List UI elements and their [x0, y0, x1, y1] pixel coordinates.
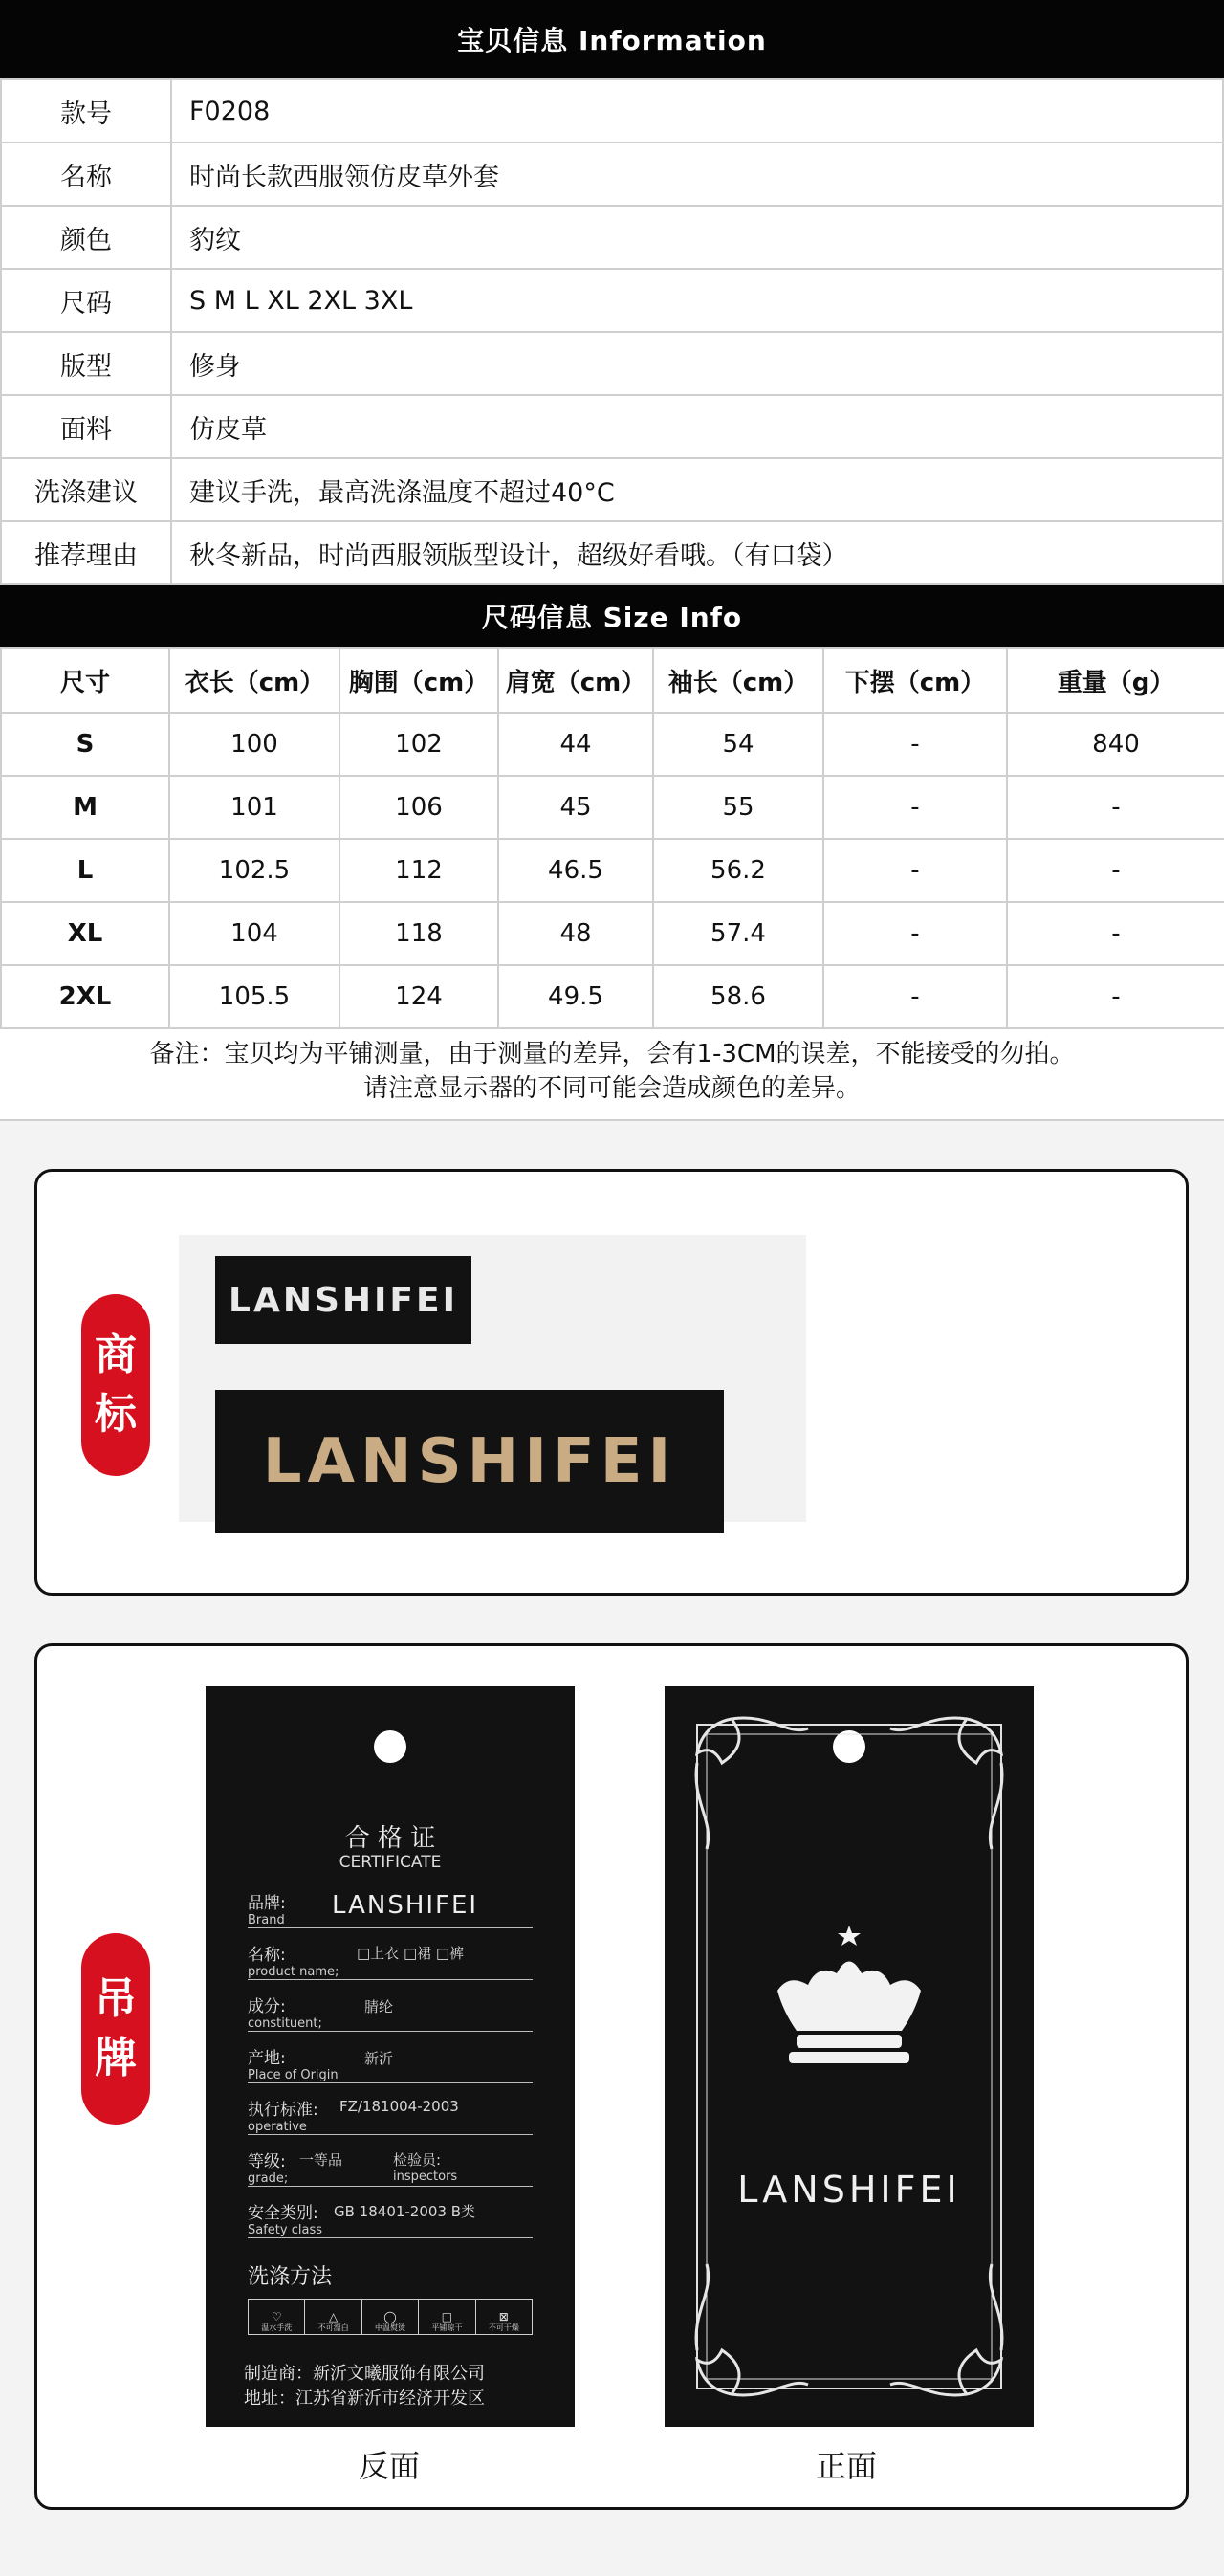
caption-back: 反面: [359, 2448, 421, 2484]
pill-char: 吊: [95, 1974, 137, 2023]
info-value: S M L XL 2XL 3XL: [171, 269, 1223, 332]
info-value: F0208: [171, 79, 1223, 143]
note-line: 请注意显示器的不同可能会造成颜色的差异。: [362, 1074, 861, 1103]
table-row: [1, 143, 1223, 206]
brand-label-panel: [34, 1169, 1189, 1596]
info-value: 秋冬新品，时尚西服领版型设计，超级好看哦。（有口袋）: [171, 521, 1223, 584]
sleeve-cell: 55: [653, 776, 823, 839]
hand-wash-icon: ♡ 温水手洗: [249, 2300, 305, 2334]
sleeve-cell: 58.6: [653, 965, 823, 1028]
info-key: 颜色: [1, 206, 171, 269]
hangtag-pill: [81, 1933, 150, 2125]
divider: [248, 2186, 533, 2187]
info-key: 尺码: [1, 269, 171, 332]
field-label-en: constituent;: [248, 2016, 322, 2031]
field-label-en: product name;: [248, 1965, 339, 1979]
wash-icons: [248, 2299, 533, 2335]
iron-icon: ◯ 中温熨烫: [362, 2300, 419, 2334]
hem-cell: -: [823, 713, 1007, 776]
field-label-en: Place of Origin: [248, 2068, 339, 2082]
divider: [248, 2237, 533, 2238]
flat-dry-icon: □ 平铺晾干: [419, 2300, 475, 2334]
grade-value: 一等品: [299, 2151, 343, 2169]
size-cell: M: [1, 776, 169, 839]
info-key: 版型: [1, 332, 171, 395]
shoulder-cell: 46.5: [498, 839, 653, 902]
wash-icon-label: 温水手洗: [261, 2323, 293, 2332]
sleeve-cell: 56.2: [653, 839, 823, 902]
chest-cell: 118: [339, 902, 498, 965]
origin-field: [248, 2044, 339, 2082]
table-row: [1, 206, 1223, 269]
length-cell: 105.5: [169, 965, 339, 1028]
info-key: 推荐理由: [1, 521, 171, 584]
size-cell: L: [1, 839, 169, 902]
info-key: 款号: [1, 79, 171, 143]
hem-cell: -: [823, 776, 1007, 839]
pill-char: 标: [95, 1390, 137, 1439]
small-woven-label: [215, 1256, 471, 1344]
pill-char: 牌: [95, 2034, 137, 2082]
note-line: 备注：宝贝均为平铺测量，由于测量的差异，会有1-3CM的误差，不能接受的勿拍。: [149, 1040, 1075, 1068]
sleeve-cell: 54: [653, 713, 823, 776]
std-value: FZ/181004-2003: [339, 2098, 459, 2115]
table-row: [1, 902, 1224, 965]
comp-value: 腈纶: [364, 1998, 394, 2015]
field-label-en: grade;: [248, 2171, 289, 2186]
info-value: 仿皮草: [171, 395, 1223, 458]
crown-icon: [777, 1926, 921, 2031]
brand-value: LANSHIFEI: [332, 1891, 479, 1920]
info-value: 豹纹: [171, 206, 1223, 269]
divider: [248, 2082, 533, 2083]
name-value: □上衣 □裙 □裤: [357, 1945, 465, 1962]
comp-field: [248, 1993, 322, 2031]
hangtag-front: [665, 1686, 1034, 2427]
field-label-en: Brand: [248, 1913, 285, 1927]
std-field: [248, 2096, 318, 2134]
column-header: 下摆（cm）: [823, 648, 1007, 713]
table-row: [1, 332, 1223, 395]
field-label: 检验员:: [393, 2151, 442, 2169]
field-label: 品牌:: [248, 1894, 286, 1913]
field-label-en: inspectors: [393, 2169, 458, 2184]
large-woven-label: [215, 1390, 724, 1533]
field-label-en: Safety class: [248, 2223, 322, 2237]
weight-cell: -: [1007, 965, 1224, 1028]
info-value: 时尚长款西服领仿皮草外套: [171, 143, 1223, 206]
info-key: 面料: [1, 395, 171, 458]
safety-value: GB 18401-2003 B类: [334, 2203, 476, 2220]
field-label-en: operative: [248, 2120, 307, 2134]
divider: [248, 2031, 533, 2032]
info-key: 名称: [1, 143, 171, 206]
divider: [248, 1927, 533, 1928]
address-line: 地址：江苏省新沂市经济开发区: [244, 2389, 485, 2409]
table-row: [1, 79, 1223, 143]
column-header: 袖长（cm）: [653, 648, 823, 713]
wash-icon-label: 不可干燥: [488, 2323, 519, 2332]
large-label-brand: LANSHIFEI: [262, 1426, 677, 1497]
safety-field: [248, 2199, 322, 2237]
inspector-field: [393, 2149, 457, 2184]
wash-title: 洗涤方法: [248, 2265, 333, 2289]
column-header: 衣长（cm）: [169, 648, 339, 713]
info-value: 建议手洗，最高洗涤温度不超过40°C: [171, 458, 1223, 521]
name-field: [248, 1941, 339, 1979]
column-header: 肩宽（cm）: [498, 648, 653, 713]
chest-cell: 124: [339, 965, 498, 1028]
maker-line: 制造商：新沂文曦服饰有限公司: [244, 2364, 485, 2384]
divider: [248, 1979, 533, 1980]
wash-icon-label: 不可漂白: [317, 2323, 349, 2332]
field-label: 安全类别:: [248, 2204, 318, 2223]
origin-value: 新沂: [364, 2050, 394, 2067]
chest-cell: 112: [339, 839, 498, 902]
caption-front: 正面: [816, 2448, 878, 2484]
column-header: 尺寸: [1, 648, 169, 713]
hem-cell: -: [823, 839, 1007, 902]
table-row: [1, 776, 1224, 839]
table-row: [1, 521, 1223, 584]
hem-cell: -: [823, 965, 1007, 1028]
shoulder-cell: 49.5: [498, 965, 653, 1028]
weight-cell: -: [1007, 902, 1224, 965]
info-table: [0, 78, 1224, 585]
divider: [248, 2134, 533, 2135]
field-label: 执行标准:: [248, 2101, 318, 2120]
size-header-row: [1, 648, 1224, 713]
field-label: 名称:: [248, 1946, 286, 1965]
table-row: [1, 713, 1224, 776]
hangtag-panel: [34, 1643, 1189, 2510]
weight-cell: 840: [1007, 713, 1224, 776]
info-header: 宝贝信息 Information: [0, 0, 1224, 78]
weight-cell: -: [1007, 776, 1224, 839]
chest-cell: 106: [339, 776, 498, 839]
cert-title: 合 格 证: [344, 1824, 436, 1853]
pill-char: 商: [95, 1331, 137, 1379]
brand-label-pill: [81, 1294, 150, 1476]
table-row: [1, 458, 1223, 521]
info-key: 洗涤建议: [1, 458, 171, 521]
grade-field: [248, 2147, 288, 2186]
tag-hole: [374, 1730, 406, 1763]
size-cell: 2XL: [1, 965, 169, 1028]
no-bleach-icon: △ 不可漂白: [305, 2300, 361, 2334]
field-label: 等级:: [248, 2152, 286, 2171]
info-value: 修身: [171, 332, 1223, 395]
brand-field: [248, 1889, 286, 1927]
no-tumble-dry-icon: ⊠ 不可干燥: [488, 2310, 519, 2332]
sleeve-cell: 57.4: [653, 902, 823, 965]
column-header: 重量（g）: [1007, 648, 1224, 713]
length-cell: 100: [169, 713, 339, 776]
hem-cell: -: [823, 902, 1007, 965]
wash-icon-label: 平铺晾干: [431, 2323, 463, 2332]
size-cell: S: [1, 713, 169, 776]
shoulder-cell: 48: [498, 902, 653, 965]
size-note: [0, 1029, 1224, 1121]
size-header: 尺码信息 Size Info: [0, 585, 1224, 647]
chest-cell: 102: [339, 713, 498, 776]
table-row: [1, 839, 1224, 902]
shoulder-cell: 45: [498, 776, 653, 839]
small-label-brand: LANSHIFEI: [229, 1280, 458, 1320]
cert-title-en: CERTIFICATE: [339, 1853, 442, 1872]
length-cell: 102.5: [169, 839, 339, 902]
length-cell: 104: [169, 902, 339, 965]
wash-icon-label: 中温熨烫: [375, 2323, 406, 2332]
length-cell: 101: [169, 776, 339, 839]
hangtag-back: [206, 1686, 575, 2427]
size-cell: XL: [1, 902, 169, 965]
weight-cell: -: [1007, 839, 1224, 902]
shoulder-cell: 44: [498, 713, 653, 776]
table-row: [1, 395, 1223, 458]
table-row: [1, 965, 1224, 1028]
front-brand: LANSHIFEI: [737, 2169, 961, 2211]
size-table: [0, 647, 1224, 1029]
field-label: 产地:: [248, 2049, 286, 2068]
column-header: 胸围（cm）: [339, 648, 498, 713]
table-row: [1, 269, 1223, 332]
ornate-frame: [665, 1686, 1034, 2427]
field-label: 成分:: [248, 1997, 286, 2016]
